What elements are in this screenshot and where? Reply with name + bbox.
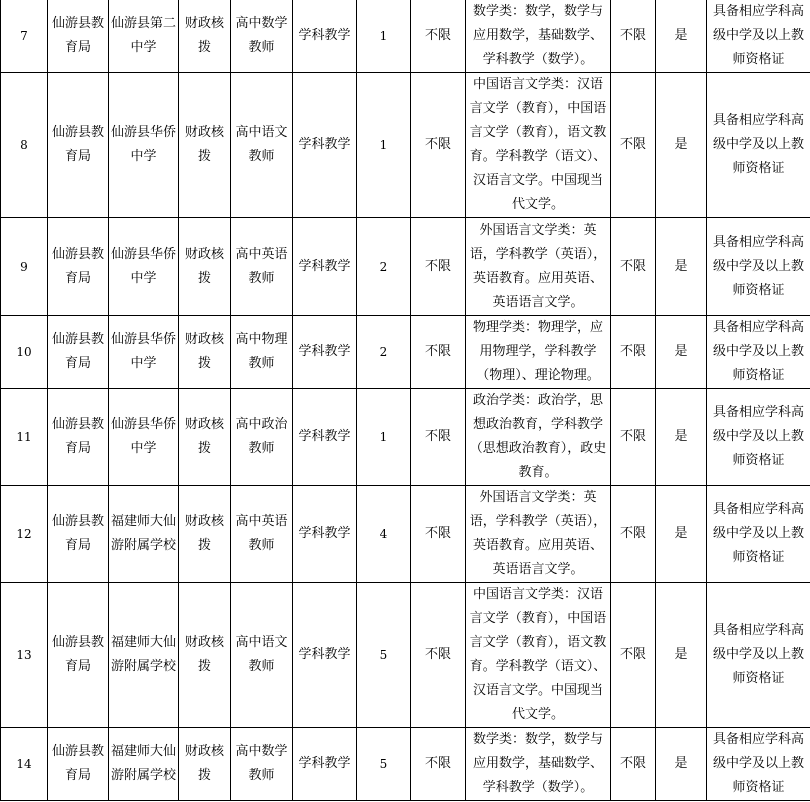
funding-cell: 财政核拨 (179, 728, 231, 801)
table-row (1, 73, 810, 218)
major-cell: 中国语言文学类：汉语言文学（教育），中国语言文学（教育），语文教育。学科教学（语文）、汉语言文学。中国现当代文学。 (466, 73, 611, 218)
funding-cell: 财政核拨 (179, 583, 231, 728)
table-row (1, 218, 810, 316)
position-cell: 高中语文教师 (231, 73, 293, 218)
department-cell: 仙游县教育局 (48, 316, 109, 389)
table-body (1, 0, 810, 801)
unit-cell: 福建师大仙游附属学校 (109, 728, 179, 801)
gender-cell: 不限 (411, 73, 466, 218)
count-cell: 5 (357, 728, 411, 801)
table-row (1, 389, 810, 486)
count-cell: 1 (357, 73, 411, 218)
limit-cell: 不限 (611, 218, 656, 316)
flag-cell: 是 (656, 0, 707, 73)
unit-cell: 福建师大仙游附属学校 (109, 583, 179, 728)
category-cell: 学科教学 (293, 486, 357, 583)
count-cell: 2 (357, 316, 411, 389)
requirement-cell: 具备相应学科高级中学及以上教师资格证 (707, 316, 810, 389)
row-number: 9 (1, 218, 48, 316)
major-cell: 政治学类：政治学，思想政治教育，学科教学（思想政治教育），政史教育。 (466, 389, 611, 486)
requirement-cell: 具备相应学科高级中学及以上教师资格证 (707, 486, 810, 583)
flag-cell: 是 (656, 583, 707, 728)
flag-cell: 是 (656, 218, 707, 316)
limit-cell: 不限 (611, 728, 656, 801)
unit-cell: 仙游县华侨中学 (109, 316, 179, 389)
table-row (1, 316, 810, 389)
table-row (1, 486, 810, 583)
major-cell: 外国语言文学类：英语，学科教学（英语），英语教育。应用英语、英语语言文学。 (466, 218, 611, 316)
row-number: 13 (1, 583, 48, 728)
table-row (1, 0, 810, 73)
category-cell: 学科教学 (293, 728, 357, 801)
major-cell: 外国语言文学类：英语，学科教学（英语），英语教育。应用英语、英语语言文学。 (466, 486, 611, 583)
gender-cell: 不限 (411, 389, 466, 486)
department-cell: 仙游县教育局 (48, 389, 109, 486)
flag-cell: 是 (656, 486, 707, 583)
department-cell: 仙游县教育局 (48, 583, 109, 728)
row-number: 10 (1, 316, 48, 389)
row-number: 11 (1, 389, 48, 486)
department-cell: 仙游县教育局 (48, 0, 109, 73)
requirement-cell: 具备相应学科高级中学及以上教师资格证 (707, 389, 810, 486)
position-cell: 高中英语教师 (231, 486, 293, 583)
requirement-cell: 具备相应学科高级中学及以上教师资格证 (707, 728, 810, 801)
major-cell: 数学类：数学，数学与应用数学，基础数学、学科教学（数学）。 (466, 728, 611, 801)
category-cell: 学科教学 (293, 583, 357, 728)
funding-cell: 财政核拨 (179, 486, 231, 583)
category-cell: 学科教学 (293, 218, 357, 316)
major-cell: 物理学类：物理学，应用物理学，学科教学（物理）、理论物理。 (466, 316, 611, 389)
count-cell: 4 (357, 486, 411, 583)
gender-cell: 不限 (411, 583, 466, 728)
major-cell: 中国语言文学类：汉语言文学（教育），中国语言文学（教育），语文教育。学科教学（语文）、汉语言文学。中国现当代文学。 (466, 583, 611, 728)
position-cell: 高中英语教师 (231, 218, 293, 316)
table-row (1, 583, 810, 728)
flag-cell: 是 (656, 316, 707, 389)
major-cell: 数学类：数学，数学与应用数学，基础数学、学科教学（数学）。 (466, 0, 611, 73)
funding-cell: 财政核拨 (179, 316, 231, 389)
funding-cell: 财政核拨 (179, 0, 231, 73)
unit-cell: 福建师大仙游附属学校 (109, 486, 179, 583)
department-cell: 仙游县教育局 (48, 218, 109, 316)
row-number: 7 (1, 0, 48, 73)
funding-cell: 财政核拨 (179, 73, 231, 218)
position-cell: 高中数学教师 (231, 0, 293, 73)
limit-cell: 不限 (611, 73, 656, 218)
limit-cell: 不限 (611, 583, 656, 728)
limit-cell: 不限 (611, 486, 656, 583)
position-cell: 高中政治教师 (231, 389, 293, 486)
department-cell: 仙游县教育局 (48, 486, 109, 583)
category-cell: 学科教学 (293, 73, 357, 218)
limit-cell: 不限 (611, 316, 656, 389)
gender-cell: 不限 (411, 316, 466, 389)
position-cell: 高中数学教师 (231, 728, 293, 801)
flag-cell: 是 (656, 389, 707, 486)
count-cell: 1 (357, 0, 411, 73)
gender-cell: 不限 (411, 486, 466, 583)
gender-cell: 不限 (411, 0, 466, 73)
requirement-cell: 具备相应学科高级中学及以上教师资格证 (707, 583, 810, 728)
funding-cell: 财政核拨 (179, 389, 231, 486)
row-number: 14 (1, 728, 48, 801)
row-number: 12 (1, 486, 48, 583)
department-cell: 仙游县教育局 (48, 73, 109, 218)
flag-cell: 是 (656, 73, 707, 218)
position-cell: 高中语文教师 (231, 583, 293, 728)
limit-cell: 不限 (611, 0, 656, 73)
count-cell: 5 (357, 583, 411, 728)
category-cell: 学科教学 (293, 316, 357, 389)
requirement-cell: 具备相应学科高级中学及以上教师资格证 (707, 0, 810, 73)
flag-cell: 是 (656, 728, 707, 801)
unit-cell: 仙游县第二中学 (109, 0, 179, 73)
category-cell: 学科教学 (293, 0, 357, 73)
count-cell: 1 (357, 389, 411, 486)
limit-cell: 不限 (611, 389, 656, 486)
gender-cell: 不限 (411, 728, 466, 801)
unit-cell: 仙游县华侨中学 (109, 218, 179, 316)
count-cell: 2 (357, 218, 411, 316)
requirement-cell: 具备相应学科高级中学及以上教师资格证 (707, 218, 810, 316)
funding-cell: 财政核拨 (179, 218, 231, 316)
unit-cell: 仙游县华侨中学 (109, 73, 179, 218)
unit-cell: 仙游县华侨中学 (109, 389, 179, 486)
row-number: 8 (1, 73, 48, 218)
category-cell: 学科教学 (293, 389, 357, 486)
table-row (1, 728, 810, 801)
position-cell: 高中物理教师 (231, 316, 293, 389)
requirement-cell: 具备相应学科高级中学及以上教师资格证 (707, 73, 810, 218)
department-cell: 仙游县教育局 (48, 728, 109, 801)
gender-cell: 不限 (411, 218, 466, 316)
